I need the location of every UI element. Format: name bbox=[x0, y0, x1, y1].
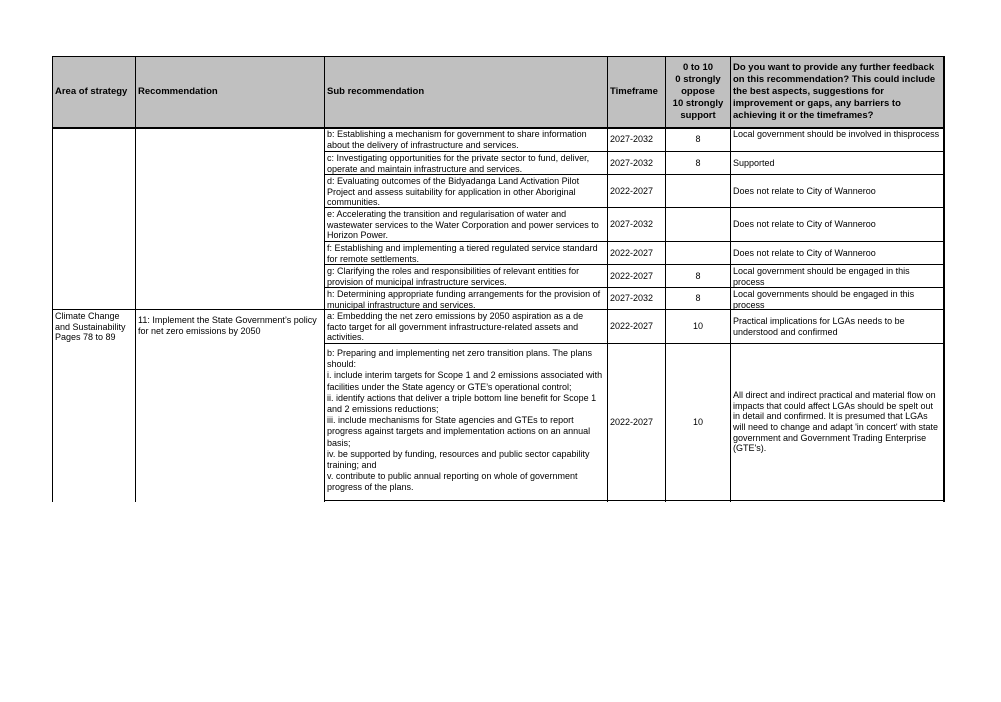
score-a: 10 bbox=[692, 321, 703, 332]
timeframe-c: 2027-2032 bbox=[610, 157, 654, 168]
header-top-border bbox=[52, 56, 945, 57]
header-feedback: Do you want to provide any further feedback on this recommendation? This could include the best aspects, suggestions for improvement or gaps, any barriers to achieving it or the timeframes? bbox=[731, 57, 944, 127]
score-c: 8 bbox=[695, 157, 701, 168]
timeframe-h: 2027-2032 bbox=[610, 293, 654, 304]
feedback-g: Local government should be engaged in this process bbox=[733, 266, 910, 287]
timeframe-d: 2022-2027 bbox=[610, 185, 654, 196]
timeframe-a: 2022-2027 bbox=[610, 321, 654, 332]
score-b: 8 bbox=[695, 134, 701, 145]
feedback-c: Supported bbox=[733, 157, 775, 168]
timeframe-e: 2027-2032 bbox=[610, 219, 654, 230]
sub-recommendation-b-plans: b: Preparing and implementing net zero transition plans. The plans should: i. include interim targets for Scope 1 and 2 emissions associated with facilities under the State agency or GTE’s operational control; ii. identify actions that deliver a triple bottom line benefit for Scope 1 and 2 emissions reductions; iii. include mechanisms for State agencies and GTEs to report progress against targets and implementation actions on an annual basis; iv. be supported by funding, resources and public sector capability training; and v. contribute to public annual reporting on whole of government progress of the plans. bbox=[327, 348, 603, 493]
timeframe-b-plans: 2022-2027 bbox=[610, 416, 654, 427]
sub-recommendation-c: c: Investigating opportunities for the private sector to fund, deliver, operate and maintain infrastructure and services. bbox=[327, 153, 590, 174]
feedback-h: Local governments should be engaged in this process bbox=[733, 289, 915, 310]
header-sub-recommendation: Sub recommendation bbox=[325, 57, 607, 127]
sub-recommendation-e: e: Accelerating the transition and regularisation of water and wastewater services to the Water Corporation and power services to Horizon Power. bbox=[327, 209, 599, 241]
grid-line bbox=[52, 56, 53, 502]
timeframe-g: 2022-2027 bbox=[610, 270, 654, 281]
timeframe-b: 2027-2032 bbox=[610, 134, 654, 145]
feedback-b-plans: All direct and indirect practical and material flow on impacts that could affect LGAs should be spelt out in detail and confirmed. It is presumed that LGAs will need to change and adapt 'in concert' with state government and Government Trading Enterprise (GTE's). bbox=[733, 390, 939, 454]
header-area-of-strategy: Area of strategy bbox=[53, 57, 135, 127]
sub-recommendation-a: a: Embedding the net zero emissions by 2050 aspiration as a de facto target for all government infrastructure-related assets and activities. bbox=[327, 311, 584, 343]
feedback-f: Does not relate to City of Wanneroo bbox=[733, 247, 876, 258]
timeframe-f: 2022-2027 bbox=[610, 247, 654, 258]
recommendation-cell: 11: Implement the State Government’s policy for net zero emissions by 2050 bbox=[138, 315, 317, 336]
row-line bbox=[324, 500, 944, 501]
score-h: 8 bbox=[695, 293, 701, 304]
feedback-d: Does not relate to City of Wanneroo bbox=[733, 185, 876, 196]
feedback-b: Local government should be involved in thisprocess bbox=[733, 129, 940, 139]
grid-line bbox=[135, 56, 136, 502]
sub-recommendation-g: g: Clarifying the roles and responsibilities of relevant entities for provision of municipal infrastructure services. bbox=[327, 266, 580, 287]
feedback-a: Practical implications for LGAs needs to be understood and confirmed bbox=[733, 315, 905, 337]
header-score: 0 to 10 0 strongly oppose 10 strongly support bbox=[666, 57, 730, 127]
feedback-e: Does not relate to City of Wanneroo bbox=[733, 219, 876, 230]
header-recommendation: Recommendation bbox=[136, 57, 324, 127]
score-e bbox=[666, 208, 730, 241]
sub-recommendation-b: b: Establishing a mechanism for government to share information about the delivery of infrastructure and services. bbox=[327, 129, 587, 150]
sub-recommendation-f: f: Establishing and implementing a tiered regulated service standard for remote settlements. bbox=[327, 243, 598, 264]
area-of-strategy-cell: Climate Change and Sustainability Pages 78 to 89 bbox=[55, 311, 126, 343]
score-d bbox=[666, 175, 730, 207]
score-b-plans: 10 bbox=[692, 416, 703, 427]
sub-recommendation-d: d: Evaluating outcomes of the Bidyadanga Land Activation Pilot Project and assess suitability for application in other Aboriginal communities. bbox=[327, 176, 580, 208]
grid-line bbox=[943, 56, 945, 502]
sub-recommendation-h: h: Determining appropriate funding arrangements for the provision of municipal infrastructure and services. bbox=[327, 289, 601, 310]
header-timeframe: Timeframe bbox=[608, 57, 665, 127]
score-g: 8 bbox=[695, 270, 701, 281]
score-f bbox=[666, 242, 730, 264]
